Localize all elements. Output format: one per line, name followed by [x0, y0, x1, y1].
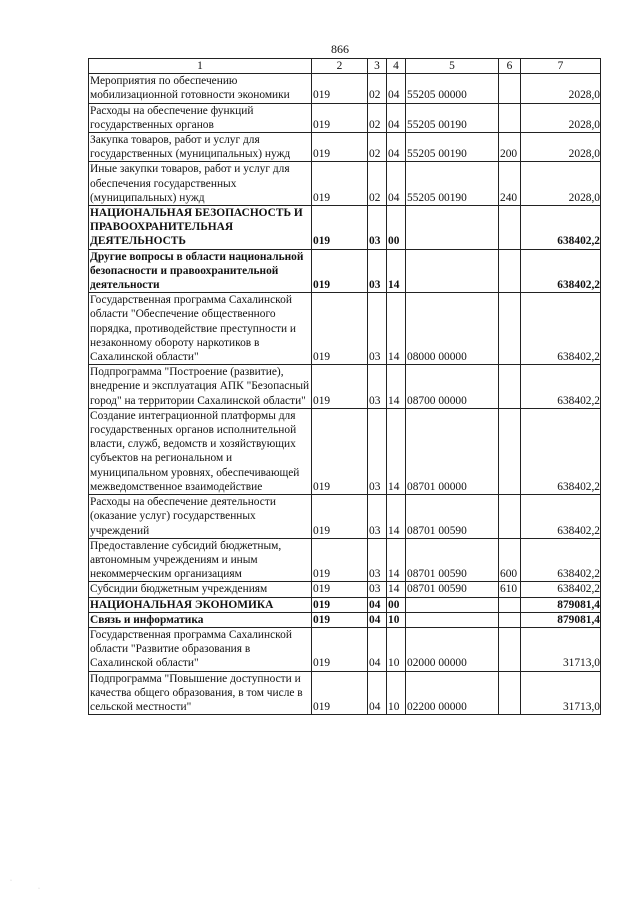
- row-csr: 08701 00000: [406, 408, 499, 494]
- row-rz: 02: [368, 133, 387, 162]
- row-vr: [499, 408, 521, 494]
- row-vr: [499, 74, 521, 103]
- row-csr: [406, 249, 499, 293]
- row-name: Расходы на обеспечение функций государственных органов: [89, 103, 312, 132]
- row-csr: 55205 00190: [406, 162, 499, 206]
- row-csr: 55205 00000: [406, 74, 499, 103]
- column-header: 4: [387, 59, 406, 74]
- row-rz: 02: [368, 162, 387, 206]
- row-grbs: 019: [312, 103, 368, 132]
- row-name: Государственная программа Сахалинской области "Обеспечение общественного порядка, противодействие преступности и незаконному обороту наркотиков в Сахалинской области": [89, 293, 312, 365]
- row-rz: 03: [368, 206, 387, 250]
- table-row: [89, 103, 601, 132]
- row-vr: [499, 365, 521, 409]
- table-row: [89, 597, 601, 612]
- row-vr: 600: [499, 538, 521, 582]
- row-rz: 04: [368, 671, 387, 715]
- row-pr: 00: [387, 206, 406, 250]
- row-name: Подпрограмма "Построение (развитие), внедрение и эксплуатация АПК "Безопасный город" на территории Сахалинской области": [89, 365, 312, 409]
- row-sum: 2028,0: [521, 162, 601, 206]
- table-row: [89, 671, 601, 715]
- row-name: Другие вопросы в области национальной безопасности и правоохранительной деятельности: [89, 249, 312, 293]
- table-row: [89, 74, 601, 103]
- row-pr: 14: [387, 495, 406, 539]
- row-pr: 14: [387, 249, 406, 293]
- row-sum: 638402,2: [521, 538, 601, 582]
- row-name: Закупка товаров, работ и услуг для государственных (муниципальных) нужд: [89, 133, 312, 162]
- row-name: Расходы на обеспечение деятельности (оказание услуг) государственных учреждений: [89, 495, 312, 539]
- row-grbs: 019: [312, 495, 368, 539]
- row-pr: 04: [387, 162, 406, 206]
- row-vr: 610: [499, 582, 521, 597]
- row-rz: 04: [368, 612, 387, 627]
- row-grbs: 019: [312, 597, 368, 612]
- row-sum: 638402,2: [521, 495, 601, 539]
- column-header: 3: [368, 59, 387, 74]
- row-rz: 03: [368, 495, 387, 539]
- row-name: Субсидии бюджетным учреждениям: [89, 582, 312, 597]
- row-pr: 14: [387, 365, 406, 409]
- row-csr: 55205 00190: [406, 133, 499, 162]
- row-sum: 879081,4: [521, 612, 601, 627]
- row-grbs: 019: [312, 612, 368, 627]
- row-csr: 08000 00000: [406, 293, 499, 365]
- row-grbs: 019: [312, 627, 368, 671]
- row-pr: 04: [387, 74, 406, 103]
- row-pr: 14: [387, 293, 406, 365]
- column-header: 1: [89, 59, 312, 74]
- row-grbs: 019: [312, 293, 368, 365]
- row-pr: 14: [387, 538, 406, 582]
- row-rz: 03: [368, 538, 387, 582]
- row-sum: 2028,0: [521, 133, 601, 162]
- row-vr: [499, 249, 521, 293]
- row-vr: [499, 206, 521, 250]
- row-pr: 04: [387, 103, 406, 132]
- row-name: НАЦИОНАЛЬНАЯ БЕЗОПАСНОСТЬ И ПРАВООХРАНИТЕЛЬНАЯ ДЕЯТЕЛЬНОСТЬ: [89, 206, 312, 250]
- column-header: 2: [312, 59, 368, 74]
- row-name: Предоставление субсидий бюджетным, автономным учреждениям и иным некоммерческим организациям: [89, 538, 312, 582]
- row-sum: 638402,2: [521, 365, 601, 409]
- table-row: [89, 627, 601, 671]
- budget-table: [88, 58, 601, 715]
- row-name: Связь и информатика: [89, 612, 312, 627]
- row-grbs: 019: [312, 206, 368, 250]
- table-row: [89, 495, 601, 539]
- row-csr: 08701 00590: [406, 582, 499, 597]
- row-pr: 14: [387, 582, 406, 597]
- row-name: Иные закупки товаров, работ и услуг для обеспечения государственных (муниципальных) нужд: [89, 162, 312, 206]
- table-row: [89, 408, 601, 494]
- table-row: [89, 133, 601, 162]
- row-sum: 638402,2: [521, 293, 601, 365]
- row-name: Мероприятия по обеспечению мобилизационной готовности экономики: [89, 74, 312, 103]
- row-rz: 02: [368, 103, 387, 132]
- row-grbs: 019: [312, 365, 368, 409]
- row-grbs: 019: [312, 538, 368, 582]
- row-vr: 240: [499, 162, 521, 206]
- row-pr: 10: [387, 671, 406, 715]
- row-csr: [406, 206, 499, 250]
- row-vr: [499, 612, 521, 627]
- row-sum: 638402,2: [521, 582, 601, 597]
- column-header: 7: [521, 59, 601, 74]
- row-sum: 2028,0: [521, 74, 601, 103]
- row-rz: 03: [368, 249, 387, 293]
- row-sum: 638402,2: [521, 206, 601, 250]
- row-grbs: 019: [312, 74, 368, 103]
- header-row: [89, 59, 601, 74]
- table-row: [89, 582, 601, 597]
- row-csr: 08701 00590: [406, 538, 499, 582]
- row-vr: 200: [499, 133, 521, 162]
- row-grbs: 019: [312, 249, 368, 293]
- row-vr: [499, 293, 521, 365]
- table-row: [89, 365, 601, 409]
- scan-mark: ·: [10, 878, 12, 884]
- row-sum: 879081,4: [521, 597, 601, 612]
- row-csr: 02000 00000: [406, 627, 499, 671]
- row-sum: 2028,0: [521, 103, 601, 132]
- page-number: 866: [331, 42, 349, 56]
- row-rz: 03: [368, 293, 387, 365]
- row-pr: 14: [387, 408, 406, 494]
- row-sum: 31713,0: [521, 671, 601, 715]
- row-name: Государственная программа Сахалинской области "Развитие образования в Сахалинской области": [89, 627, 312, 671]
- row-csr: 02200 00000: [406, 671, 499, 715]
- row-rz: 03: [368, 365, 387, 409]
- row-csr: [406, 597, 499, 612]
- row-rz: 03: [368, 408, 387, 494]
- row-grbs: 019: [312, 408, 368, 494]
- row-sum: 638402,2: [521, 408, 601, 494]
- row-sum: 31713,0: [521, 627, 601, 671]
- table-row: [89, 206, 601, 250]
- row-csr: [406, 612, 499, 627]
- row-rz: 04: [368, 597, 387, 612]
- row-pr: 00: [387, 597, 406, 612]
- row-grbs: 019: [312, 133, 368, 162]
- row-pr: 04: [387, 133, 406, 162]
- row-csr: 55205 00190: [406, 103, 499, 132]
- row-vr: [499, 671, 521, 715]
- row-rz: 04: [368, 627, 387, 671]
- row-vr: [499, 103, 521, 132]
- column-header: 5: [406, 59, 499, 74]
- row-pr: 10: [387, 627, 406, 671]
- table-row: [89, 293, 601, 365]
- row-rz: 03: [368, 582, 387, 597]
- row-grbs: 019: [312, 162, 368, 206]
- scan-mark: ·: [38, 886, 40, 892]
- row-csr: 08700 00000: [406, 365, 499, 409]
- row-csr: 08701 00590: [406, 495, 499, 539]
- row-pr: 10: [387, 612, 406, 627]
- table-row: [89, 249, 601, 293]
- table-row: [89, 538, 601, 582]
- row-vr: [499, 627, 521, 671]
- row-name: Создание интеграционной платформы для государственных органов исполнительной власти, служб, ведомств и хозяйствующих субъектов на региональном и муниципальном уровнях, обеспечивающей межведомственное взаимодействие: [89, 408, 312, 494]
- row-name: Подпрограмма "Повышение доступности и качества общего образования, в том числе в сельской местности": [89, 671, 312, 715]
- row-grbs: 019: [312, 582, 368, 597]
- row-name: НАЦИОНАЛЬНАЯ ЭКОНОМИКА: [89, 597, 312, 612]
- row-sum: 638402,2: [521, 249, 601, 293]
- row-vr: [499, 495, 521, 539]
- row-vr: [499, 597, 521, 612]
- table-row: [89, 162, 601, 206]
- column-header: 6: [499, 59, 521, 74]
- row-rz: 02: [368, 74, 387, 103]
- table-row: [89, 612, 601, 627]
- row-grbs: 019: [312, 671, 368, 715]
